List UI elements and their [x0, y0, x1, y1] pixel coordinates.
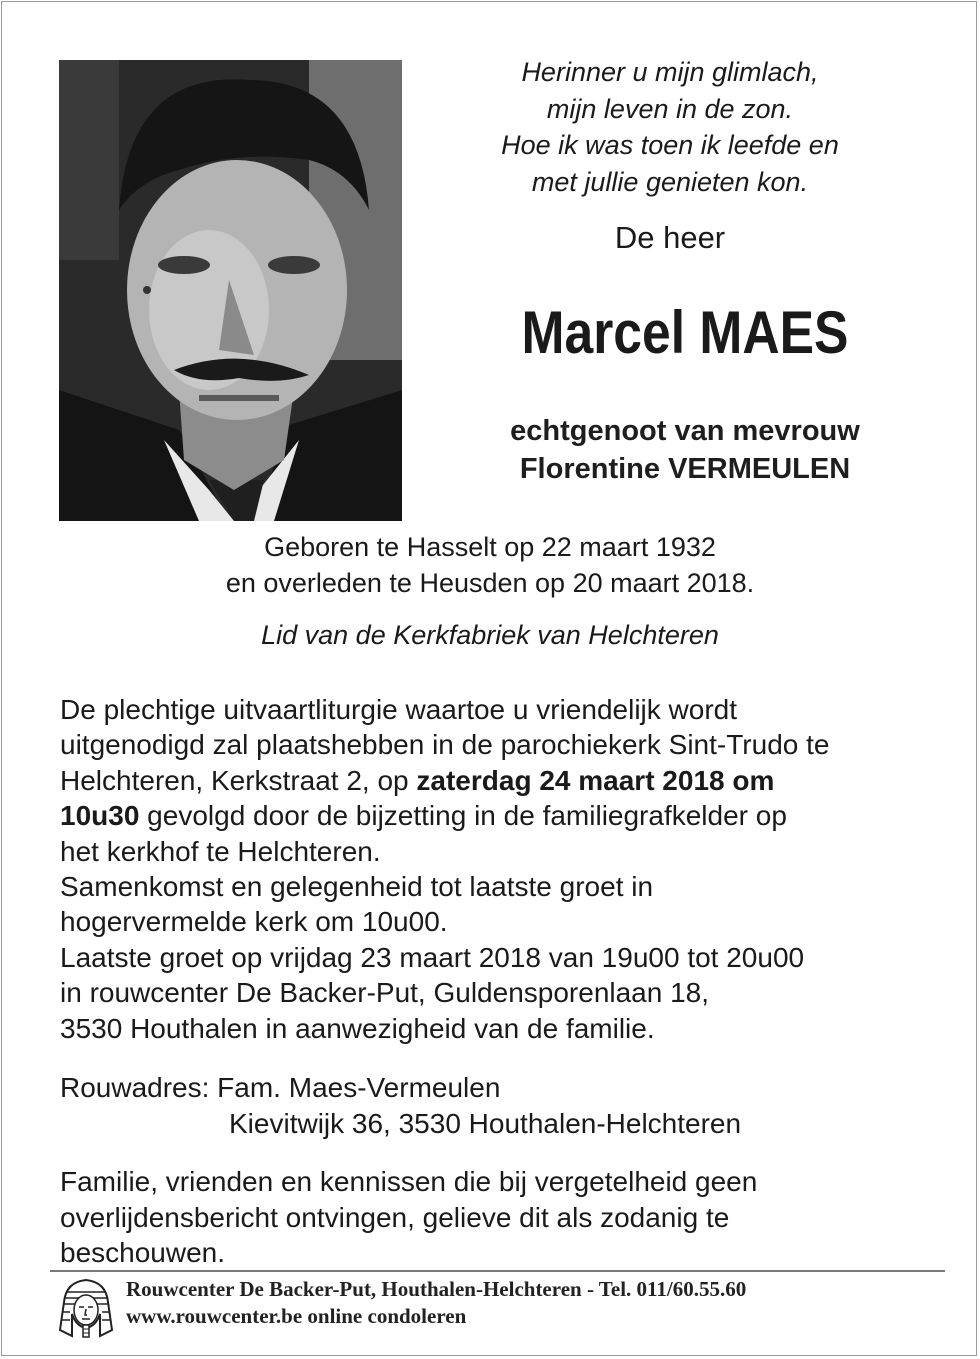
text-line: Familie, vrienden en kennissen die bij vergetelheid geen [60, 1166, 758, 1197]
text-line: uitgenodigd zal plaatshebben in de parochiekerk Sint-Trudo te [60, 729, 830, 761]
text-line: in rouwcenter De Backer-Put, Guldensporenlaan 18, [60, 977, 710, 1009]
spouse-line: echtgenoot van mevrouw [510, 415, 860, 447]
spouse-name: Florentine VERMEULEN [519, 453, 851, 485]
portrait-photo [59, 60, 402, 521]
text-line: De plechtige uitvaartliturgie waartoe u vriendelijk wordt [60, 694, 738, 725]
footer-divider [50, 1270, 945, 1272]
text-span: Helchteren, Kerkstraat 2, op [60, 764, 417, 796]
poem-line: Hoe ik was toen ik leefde en [501, 130, 839, 160]
address-line: Rouwadres: Fam. Maes-Vermeulen [60, 1072, 501, 1103]
poem-line: mijn leven in de zon. [546, 93, 794, 124]
text-line [60, 798, 940, 833]
text-line: Samenkomst en gelegenheid tot laatste groet in [60, 871, 654, 903]
text-line: het kerkhof te Helchteren. [60, 835, 381, 867]
text-span: gevolgd door de bijzetting in de familiegrafkelder op [139, 800, 787, 832]
text-line: overlijdensbericht ontvingen, gelieve dit als zodanig te [60, 1201, 730, 1233]
poem-line: met jullie genieten kon. [531, 166, 809, 197]
salutation: De heer [614, 220, 726, 255]
funeral-home-footer [126, 1276, 746, 1330]
death-line: en overleden te Heusden op 20 maart 2018. [225, 568, 755, 598]
text-line: beschouwen. [60, 1237, 226, 1268]
spouse-info [430, 412, 940, 488]
text-line [60, 763, 940, 798]
text-line: 3530 Houthalen in aanwezigheid van de familie. [60, 1012, 655, 1044]
footer-website: www.rouwcenter.be online condoleren [126, 1304, 467, 1328]
text-line: hogervermelde kerk om 10u00. [60, 906, 448, 938]
pharaoh-head-logo-icon [58, 1278, 114, 1342]
text-line: Laatste groet op vrijdag 23 maart 2018 van 19u00 tot 20u00 [60, 941, 805, 973]
membership-line: Lid van de Kerkfabriek van Helchteren [261, 620, 719, 650]
closing-note [60, 1164, 940, 1271]
address-line: Kievitwijk 36, 3530 Houthalen-Helchteren [229, 1108, 742, 1139]
memorial-poem [430, 54, 910, 200]
birth-death-info [0, 529, 980, 601]
footer-contact: Rouwcenter De Backer-Put, Houthalen-Helchteren - Tel. 011/60.55.60 [126, 1277, 747, 1301]
funeral-time: 10u30 [60, 800, 140, 832]
funeral-date: zaterdag 24 maart 2018 om [416, 764, 775, 796]
birth-line: Geboren te Hasselt op 22 maart 1932 [264, 532, 716, 562]
mourning-address [60, 1070, 940, 1142]
poem-line: Herinner u mijn glimlach, [521, 57, 819, 87]
funeral-details [60, 692, 940, 1046]
deceased-name: Marcel MAES [521, 299, 849, 366]
